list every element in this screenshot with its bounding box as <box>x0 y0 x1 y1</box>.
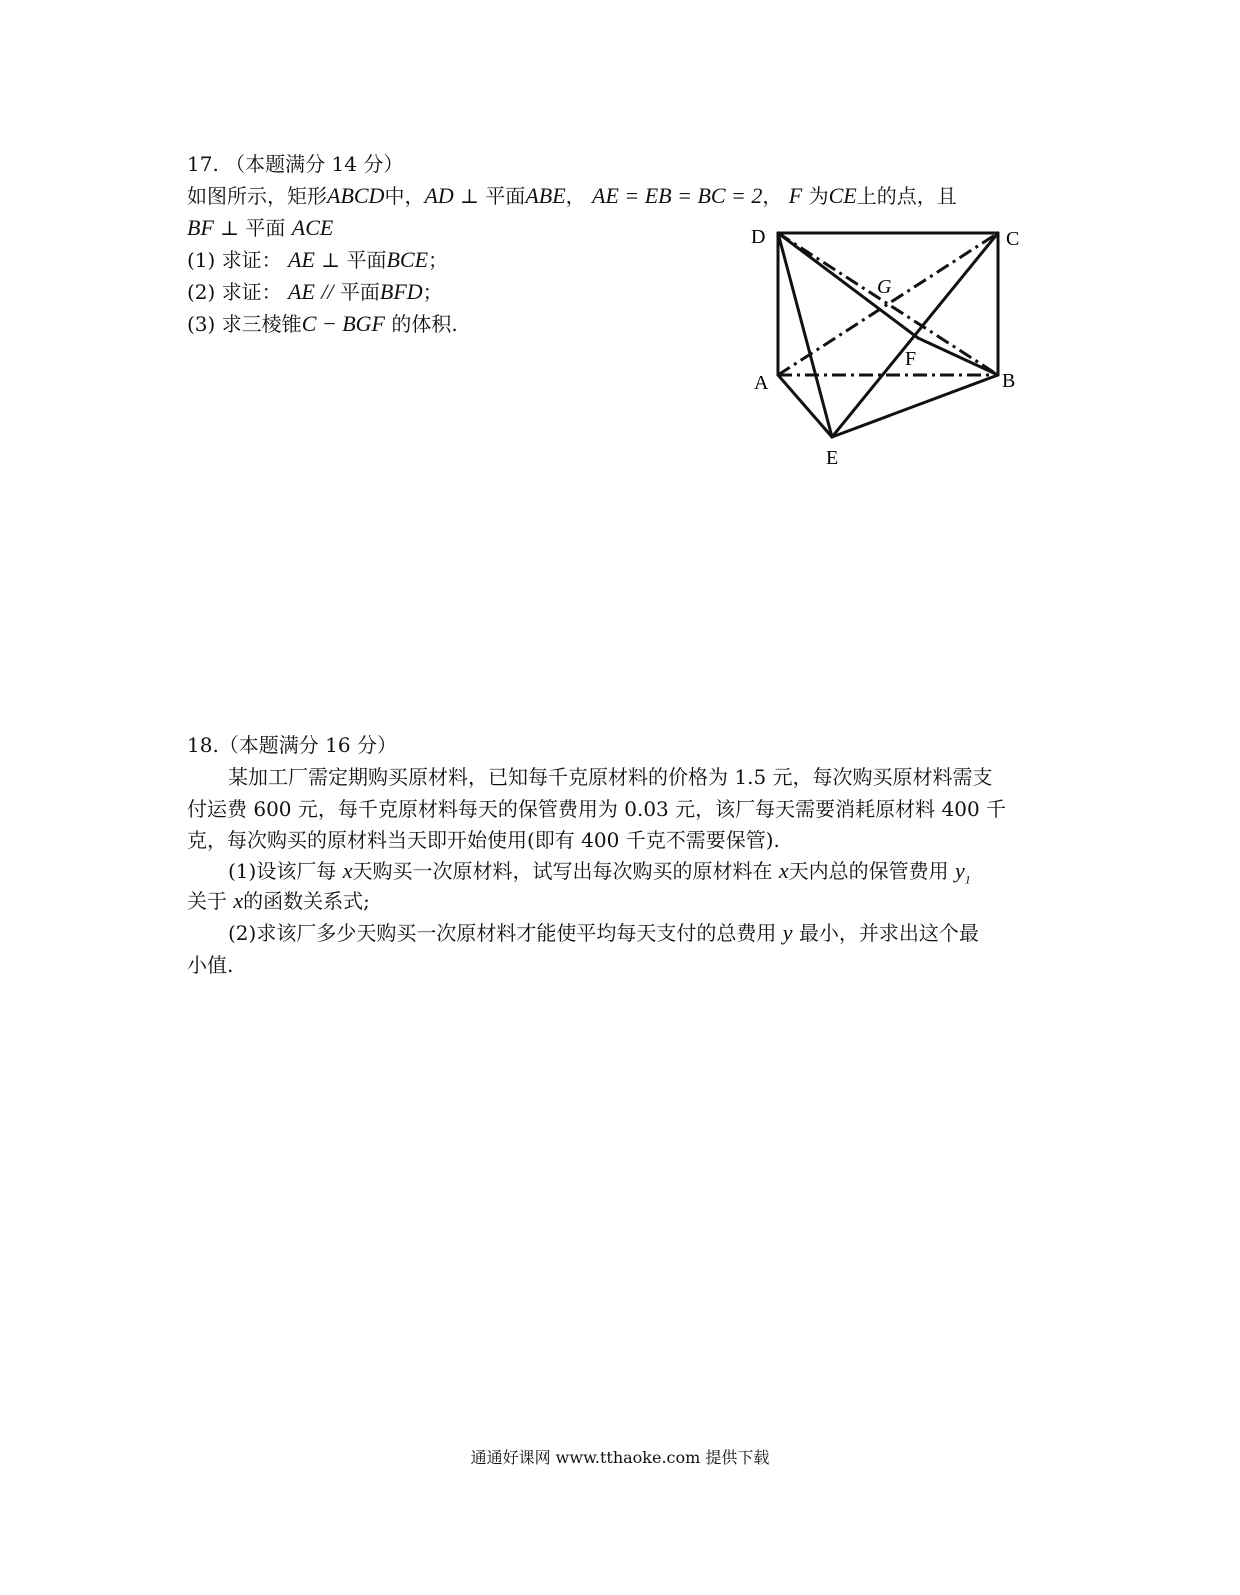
part1-bce: BCE <box>386 247 429 272</box>
q17-line2 <box>187 214 333 242</box>
q17-header: 17. （本题满分 14 分） <box>187 152 404 176</box>
q17-intro <box>187 182 957 210</box>
sub1-guanyu: 关于 <box>187 889 227 913</box>
q17-part3 <box>187 310 458 338</box>
q18-sub1-line-2 <box>187 887 370 915</box>
sub1-b: 天购买一次原材料，试写出每次购买的原材料在 <box>352 859 773 883</box>
part2-ae: AE <box>288 279 315 304</box>
label-g: G <box>877 276 892 298</box>
label-b: B <box>1002 370 1016 392</box>
q17-intro-b: 中， <box>384 184 425 208</box>
perp-symbol: ⊥ <box>460 184 479 208</box>
var-x: x <box>233 888 244 913</box>
part2-bfd: BFD <box>379 279 423 304</box>
q17-abe: ABE <box>525 183 566 208</box>
q17-comma: ， <box>565 184 586 208</box>
label-c: C <box>1006 228 1020 250</box>
part1-label: (1) 求证： <box>187 248 282 272</box>
sub2-b: 最小，并求出这个最 <box>798 921 979 945</box>
part3-end: 的体积. <box>391 312 458 336</box>
var-y: y <box>782 920 793 945</box>
q17-comma-2: ， <box>762 184 783 208</box>
plane-word: 平面 <box>339 280 380 304</box>
q17-intro-a: 如图所示，矩形 <box>187 184 327 208</box>
subscript-1: 1 <box>964 872 971 887</box>
plane-word: 平面 <box>485 184 526 208</box>
sub1-end: 的函数关系式; <box>243 889 370 913</box>
q17-ce: CE <box>828 183 857 208</box>
q18-header: 18.（本题满分 16 分） <box>187 733 397 757</box>
q18-paragraph-line-2: 付运费 600 元，每千克原材料每天的保管费用为 0.03 元，该厂每天需要消耗原材料 400 千 <box>187 797 1007 821</box>
perp-symbol: ⊥ <box>321 248 341 272</box>
q17-wei: 为 <box>808 184 829 208</box>
q17-bf: BF <box>187 215 214 240</box>
q17-rect-name: ABCD <box>327 183 385 208</box>
part3-expr: C − BGF <box>301 311 385 336</box>
sub1-a: (1)设该厂每 <box>228 859 337 883</box>
parallel-symbol: // <box>321 279 334 304</box>
geometry-figure <box>740 215 1040 475</box>
label-a: A <box>754 372 769 394</box>
edge-fb <box>918 338 998 375</box>
var-y: y <box>954 858 965 883</box>
part2-label: (2) 求证： <box>187 280 282 304</box>
var-x: x <box>342 858 353 883</box>
q17-part1 <box>187 246 448 274</box>
q17-f: F <box>788 183 803 208</box>
label-e: E <box>826 447 839 469</box>
sub1-c: 天内总的保管费用 <box>788 859 949 883</box>
plane-word: 平面 <box>245 216 286 240</box>
q18-sub2-line-1 <box>228 919 979 947</box>
q18-sub2-line-2: 小值. <box>187 953 234 977</box>
plane-word: 平面 <box>346 248 387 272</box>
part1-end: ； <box>428 248 449 272</box>
q18-paragraph-line-1: 某加工厂需定期购买原材料，已知每千克原材料的价格为 1.5 元，每次购买原材料需支 <box>228 765 993 789</box>
part2-end: ； <box>422 280 443 304</box>
var-y1 <box>954 858 971 887</box>
label-f: F <box>905 348 917 370</box>
q18-paragraph-line-3: 克，每次购买的原材料当天即开始使用(即有 400 千克不需要保管). <box>187 828 780 852</box>
sub2-a: (2)求该厂多少天购买一次原材料才能使平均每天支付的总费用 <box>228 921 777 945</box>
part1-ae: AE <box>288 247 315 272</box>
q17-part2 <box>187 278 443 306</box>
edge-df <box>778 233 918 338</box>
part3-label: (3) 求三棱锥 <box>187 312 302 336</box>
q17-intro-end: 上的点，且 <box>856 184 957 208</box>
label-d: D <box>751 226 766 248</box>
q17-ad: AD <box>424 183 454 208</box>
q17-ace: ACE <box>291 215 334 240</box>
footer-credit: 通通好课网 www.tthaoke.com 提供下载 <box>470 1448 770 1467</box>
perp-symbol: ⊥ <box>220 216 240 240</box>
var-x: x <box>778 858 789 883</box>
q17-equation: AE = EB = BC = 2 <box>592 183 763 208</box>
